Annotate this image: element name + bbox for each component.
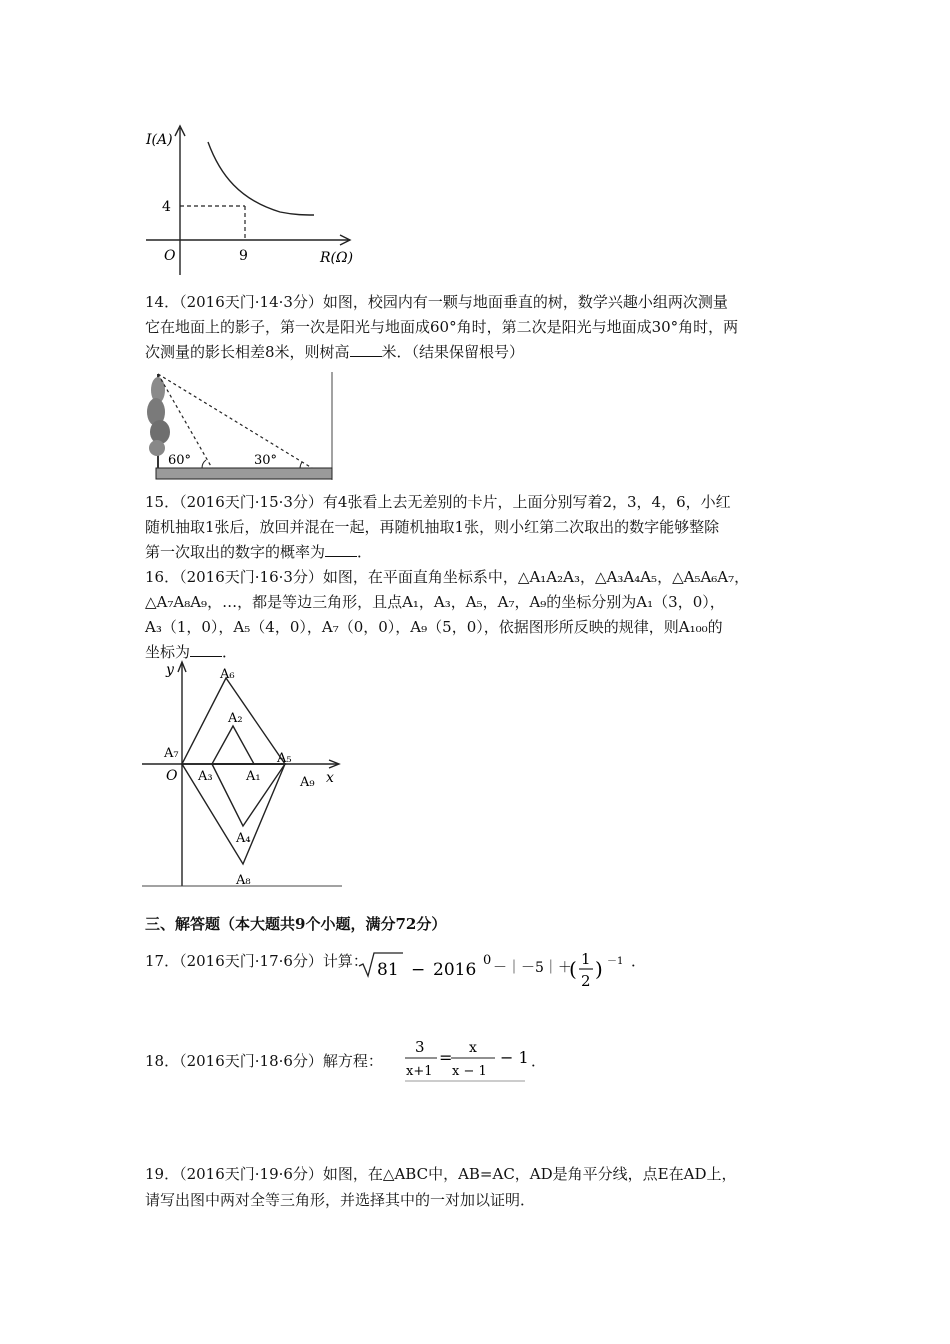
q16-answer-blank (190, 640, 222, 657)
x-axis-label: R(Ω) (320, 250, 354, 266)
q14-line-3-tail: 米．（结果保留根号） (381, 343, 525, 361)
q14-line-2: 它在地面上的影子，第一次是阳光与地面成60°角时，第二次是阳光与地面成30°角时，两 (145, 318, 739, 336)
q17-year: 2016 (433, 960, 477, 980)
q18-tail: − 1 (500, 1048, 529, 1067)
tree-shadow-figure (140, 368, 336, 484)
x-axis-label: x (326, 770, 334, 786)
q17-prefix: 17．（2016天门·17·6分）计算： (145, 952, 368, 970)
label-a6: A₆ (220, 667, 235, 682)
angle-label-30: 30° (254, 453, 278, 468)
q17-frac-num: 1 (581, 950, 591, 968)
angle-arc-30 (300, 462, 302, 468)
q16-line-4-tail: ． (222, 643, 238, 661)
y-axis-label: y (166, 662, 174, 678)
q18-equals: = (439, 1048, 453, 1067)
q16-line-2: △A₇A₈A₉，…，都是等边三角形，且点A₁，A₃，A₅，A₇，A₉的坐标分别为A₁（3，0）， (145, 593, 725, 611)
q16-line-3: A₃（1，0），A₅（4，0），A₇（0，0），A₉（5，0），依据图形所反映的规律，则A₁₀₀的 (145, 618, 723, 636)
q17-end: ． (631, 952, 647, 970)
q17-expression (357, 950, 627, 992)
ir-graph-figure (140, 120, 356, 280)
q18-num1: 3 (415, 1038, 425, 1056)
q14-line-1: 14．（2016天门·14·3分）如图，校园内有一颗与地面垂直的树，数学兴趣小组两次测量 (145, 293, 728, 311)
q18-end: ． (531, 1052, 547, 1070)
q16-line-4-text: 坐标为 (145, 643, 191, 661)
tree-icon (147, 374, 170, 468)
triangles-coordinate-figure (140, 656, 344, 890)
q18-den1: x+1 (406, 1064, 433, 1079)
q18-prefix: 18．（2016天门·18·6分）解方程： (145, 1052, 383, 1070)
label-a2: A₂ (228, 711, 243, 726)
q14-answer-blank (350, 340, 382, 357)
q17-exponent-zero: 0 (483, 953, 492, 968)
q17-paren-left: ( (569, 957, 577, 981)
q17-frac-den: 2 (581, 972, 591, 990)
y-axis-label: I(A) (146, 132, 173, 148)
label-a8: A₈ (236, 873, 251, 888)
q15-line-2: 随机抽取1张后，放回并混在一起，再随机抽取1张，则小红第二次取出的数字能够整除 (145, 518, 720, 536)
origin-label: O (164, 248, 176, 264)
q17-abs-part: －｜－5｜＋ (493, 960, 572, 976)
q17-radicand: 81 (377, 960, 399, 980)
label-a4: A₄ (236, 831, 251, 846)
q15-line-3 (145, 540, 372, 564)
triangle-a1a2a3 (212, 726, 254, 764)
label-a5: A₅ (277, 751, 292, 766)
label-a9: A₉ (300, 775, 315, 790)
angle-label-60: 60° (168, 453, 192, 468)
origin-label: O (166, 768, 178, 784)
x-tick-label: 9 (239, 248, 248, 264)
angle-arc-60 (202, 460, 206, 468)
label-a7: A₇ (164, 746, 179, 761)
label-a3: A₃ (198, 769, 213, 784)
y-tick-label: 4 (162, 199, 171, 215)
q15-line-3-tail: ． (357, 543, 373, 561)
q18-den2: x − 1 (452, 1064, 487, 1079)
q17-minus: − (411, 960, 426, 980)
q19-line-2: 请写出图中两对全等三角形，并选择其中的一对加以证明． (145, 1191, 536, 1209)
q17-paren-right: ) (595, 957, 603, 981)
inverse-curve (208, 142, 314, 215)
q18-equation (403, 1036, 533, 1084)
q17-exponent-neg: －1 (607, 956, 624, 967)
label-a1: A₁ (246, 769, 261, 784)
ground (156, 468, 332, 479)
section-3-heading: 三、解答题（本大题共9个小题，满分72分） (145, 915, 447, 933)
q15-line-3-text: 第一次取出的数字的概率为 (145, 543, 326, 561)
q16-line-1: 16．（2016天门·16·3分）如图，在平面直角坐标系中，△A₁A₂A₃，△A₃A₄A₅，△A₅A₆A₇， (145, 568, 750, 586)
q14-line-3 (145, 340, 524, 364)
q15-answer-blank (325, 540, 357, 557)
q15-line-1: 15．（2016天门·15·3分）有4张看上去无差别的卡片，上面分别写着2，3，4，6，小红 (145, 493, 731, 511)
q14-line-3-text: 次测量的影长相差8米，则树高 (145, 343, 350, 361)
q19-line-1: 19．（2016天门·19·6分）如图，在△ABC中，AB=AC，AD是角平分线，点E在AD上， (145, 1165, 737, 1183)
q18-num2: x (469, 1040, 477, 1056)
